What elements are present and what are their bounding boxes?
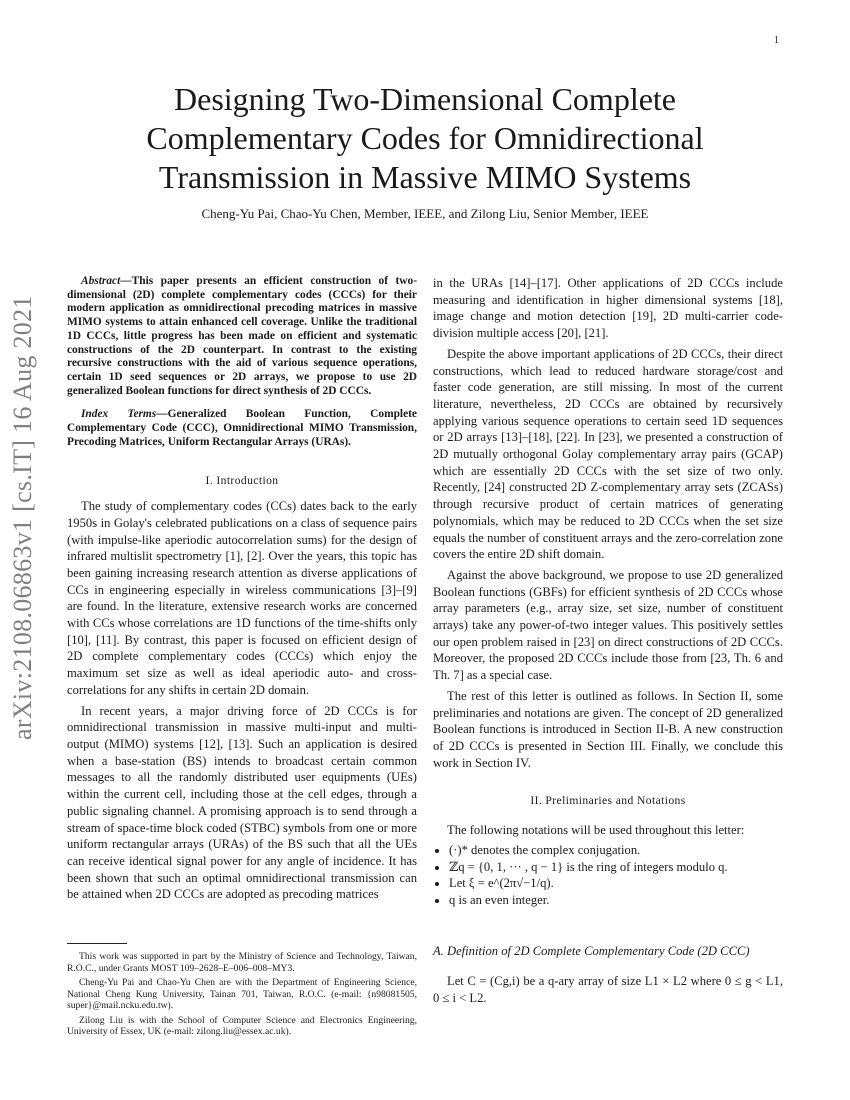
notation-intro: The following notations will be used throughout this letter: bbox=[447, 823, 745, 838]
notation-item: • Let ξ = e^(2π√−1/q). bbox=[449, 875, 783, 892]
abstract-lead: Abstract bbox=[81, 275, 121, 287]
abstract-text: —This paper presents an efficient construction of two-dimensional (2D) complete complementary codes (CCCs) for their modern application as omnidirectional precoding matrices in massive MIMO systems to attain enhanced cell coverage. Unlike the traditional 1D CCCs, little progress has been made on efficient and systematic constructions of the 2D counterpart. In contrast to the existing recursive constructions with the aid of various sequence operations, certain 1D seed sequences or 2D arrays, we propose to use 2D generalized Boolean functions for direct synthesis of 2D CCCs. bbox=[67, 275, 417, 397]
footnote-affiliation-2: Zilong Liu is with the School of Computer Science and Electronics Engineering, University of Essex, UK (e-mail: zilong.liu@essex.ac.uk). bbox=[67, 1014, 417, 1037]
footnote-funding: This work was supported in part by the Ministry of Science and Technology, Taiwan, R.O.C., under Grants MOST 109–2628–E–006–008–MY3. bbox=[67, 951, 417, 974]
index-terms bbox=[67, 408, 417, 449]
right-column bbox=[433, 275, 783, 1007]
index-terms-text: —Generalized Boolean Function, Complete Complementary Code (CCC), Omnidirectional MIMO Transmission, Precoding Matrices, Uniform Rectangular Arrays (URAs). bbox=[67, 408, 417, 448]
footnote-affiliation-1: Cheng-Yu Pai and Chao-Yu Chen are with the Department of Engineering Science, National Cheng Kung University, Tainan 701, Taiwan, R.O.C. (e-mail: {n98081505, super}@mail.ncku.edu.tw). bbox=[67, 977, 417, 1011]
footnote-divider bbox=[67, 943, 127, 944]
footnotes bbox=[67, 951, 417, 1041]
subsection-a-heading: A. Definition of 2D Complete Complementary Code (2D CCC) bbox=[433, 943, 750, 958]
intro-paragraph-1: The study of complementary codes (CCs) dates back to the early 1950s in Golay's celebrated publications on a class of sequence pairs (with impulse-like aperiodic autocorrelation sums) for the design of infrared multislit spectrometry [1], [2]. Over the years, this topic has been gaining increasing research attention as diverse applications of CCs in engineering especially in wireless communications [3]–[9] are found. In the literature, extensive research works are concerned with CCs whose correlations are 1D functions of the time-shifts only [10], [11]. By contrast, this paper is focused on efficient design of 2D complete complementary codes (CCCs) which enjoy the maximum set size as well as ideal aperiodic auto- and cross- correlations for any shifts in certain 2D domain. bbox=[67, 499, 417, 697]
intro-paragraph-3: in the URAs [14]–[17]. Other applications of 2D CCCs include measuring and identification in higher dimensional systems [18], image change and motion detection [19], 2D multi-carrier code-division multiple access [20], [21]. bbox=[433, 276, 783, 341]
notation-item: • (·)* denotes the complex conjugation. bbox=[449, 842, 783, 859]
abstract bbox=[67, 275, 417, 398]
introduction-heading: I. Introduction bbox=[205, 474, 279, 488]
page-number: 1 bbox=[774, 35, 779, 46]
intro-paragraph-6: The rest of this letter is outlined as follows. In Section II, some preliminaries and notations are given. The concept of 2D generalized Boolean functions is introduced in Section II-B. A new construction of 2D CCCs is presented in Section III. Finally, we conclude this work in Section IV. bbox=[433, 688, 783, 770]
author-list: Cheng-Yu Pai, Chao-Yu Chen, Member, IEEE, and Zilong Liu, Senior Member, IEEE bbox=[201, 206, 649, 221]
arxiv-stamp: arXiv:2108.06863v1 [cs.IT] 16 Aug 2021 bbox=[8, 295, 37, 740]
intro-paragraph-5: Against the above background, we propose to use 2D generalized Boolean functions (GBFs) for efficient synthesis of 2D CCCs whose array parameters (e.g., array size, set size, number of constituent arrays) take any power-of-two integer values. This positively settles our open problem raised in [23] on direct constructions of 2D CCCs. Moreover, the proposed 2D CCCs include those from [23, Th. 6 and Th. 7] as a special case. bbox=[433, 567, 783, 683]
notation-item: • q is an even integer. bbox=[449, 892, 783, 909]
left-column bbox=[67, 275, 417, 903]
notation-list bbox=[433, 842, 783, 909]
paper-title: Designing Two-Dimensional Complete Complementary Codes for Omnidirectional Transmission in Massive MIMO Systems bbox=[146, 81, 704, 195]
intro-paragraph-4: Despite the above important applications of 2D CCCs, their direct constructions, which lead to reduced hardware storage/cost and faster code generation, are still missing. In most of the current literature, nevertheless, 2D CCCs are obtained by recursively applying various sequence operations to certain seed 1D sequences or 2D arrays [13]–[18], [22]. In [23], we presented a construction of 2D mutually orthogonal Golay complementary array pairs (GCAP) which are essentially 2D CCCs with the set size of two only. Recently, [24] constructed 2D Z-complementary array sets (ZCASs) through recursive product of certain matrices of generating polynomials, which may be reduced to 2D CCCs when the set size equals the number of constituent arrays and the zero-correlation zone covers the entire 2D shift domain. bbox=[433, 346, 783, 562]
intro-paragraph-2: In recent years, a major driving force of 2D CCCs is for omnidirectional transmission in massive multi-input and multi-output (MIMO) systems [12], [13]. Such an application is desired when a base-station (BS) intends to broadcast certain common messages to all the randomly distributed user equipments (UEs) within the current cell, including those at the cell edges, through a public signaling channel. A promising approach is to send through a stream of space-time block coded (STBC) symbols from one or more uniform rectangular arrays (URAs) of the BS such that all the UEs can receive identical signal power for any angle of incidence. It has been shown that such an optimal omnidirectional transmission can be attained when 2D CCCs are adopted as precoding matrices bbox=[67, 703, 417, 902]
notation-item: • ℤq = {0, 1, ··· , q − 1} is the ring of integers modulo q. bbox=[449, 859, 783, 876]
preliminaries-heading: II. Preliminaries and Notations bbox=[530, 794, 686, 808]
index-terms-lead: Index Terms bbox=[81, 408, 157, 421]
definition-text: Let C = (Cg,i) be a q-ary array of size L1 × L2 where 0 ≤ g < L1, 0 ≤ i < L2. bbox=[433, 974, 783, 1006]
